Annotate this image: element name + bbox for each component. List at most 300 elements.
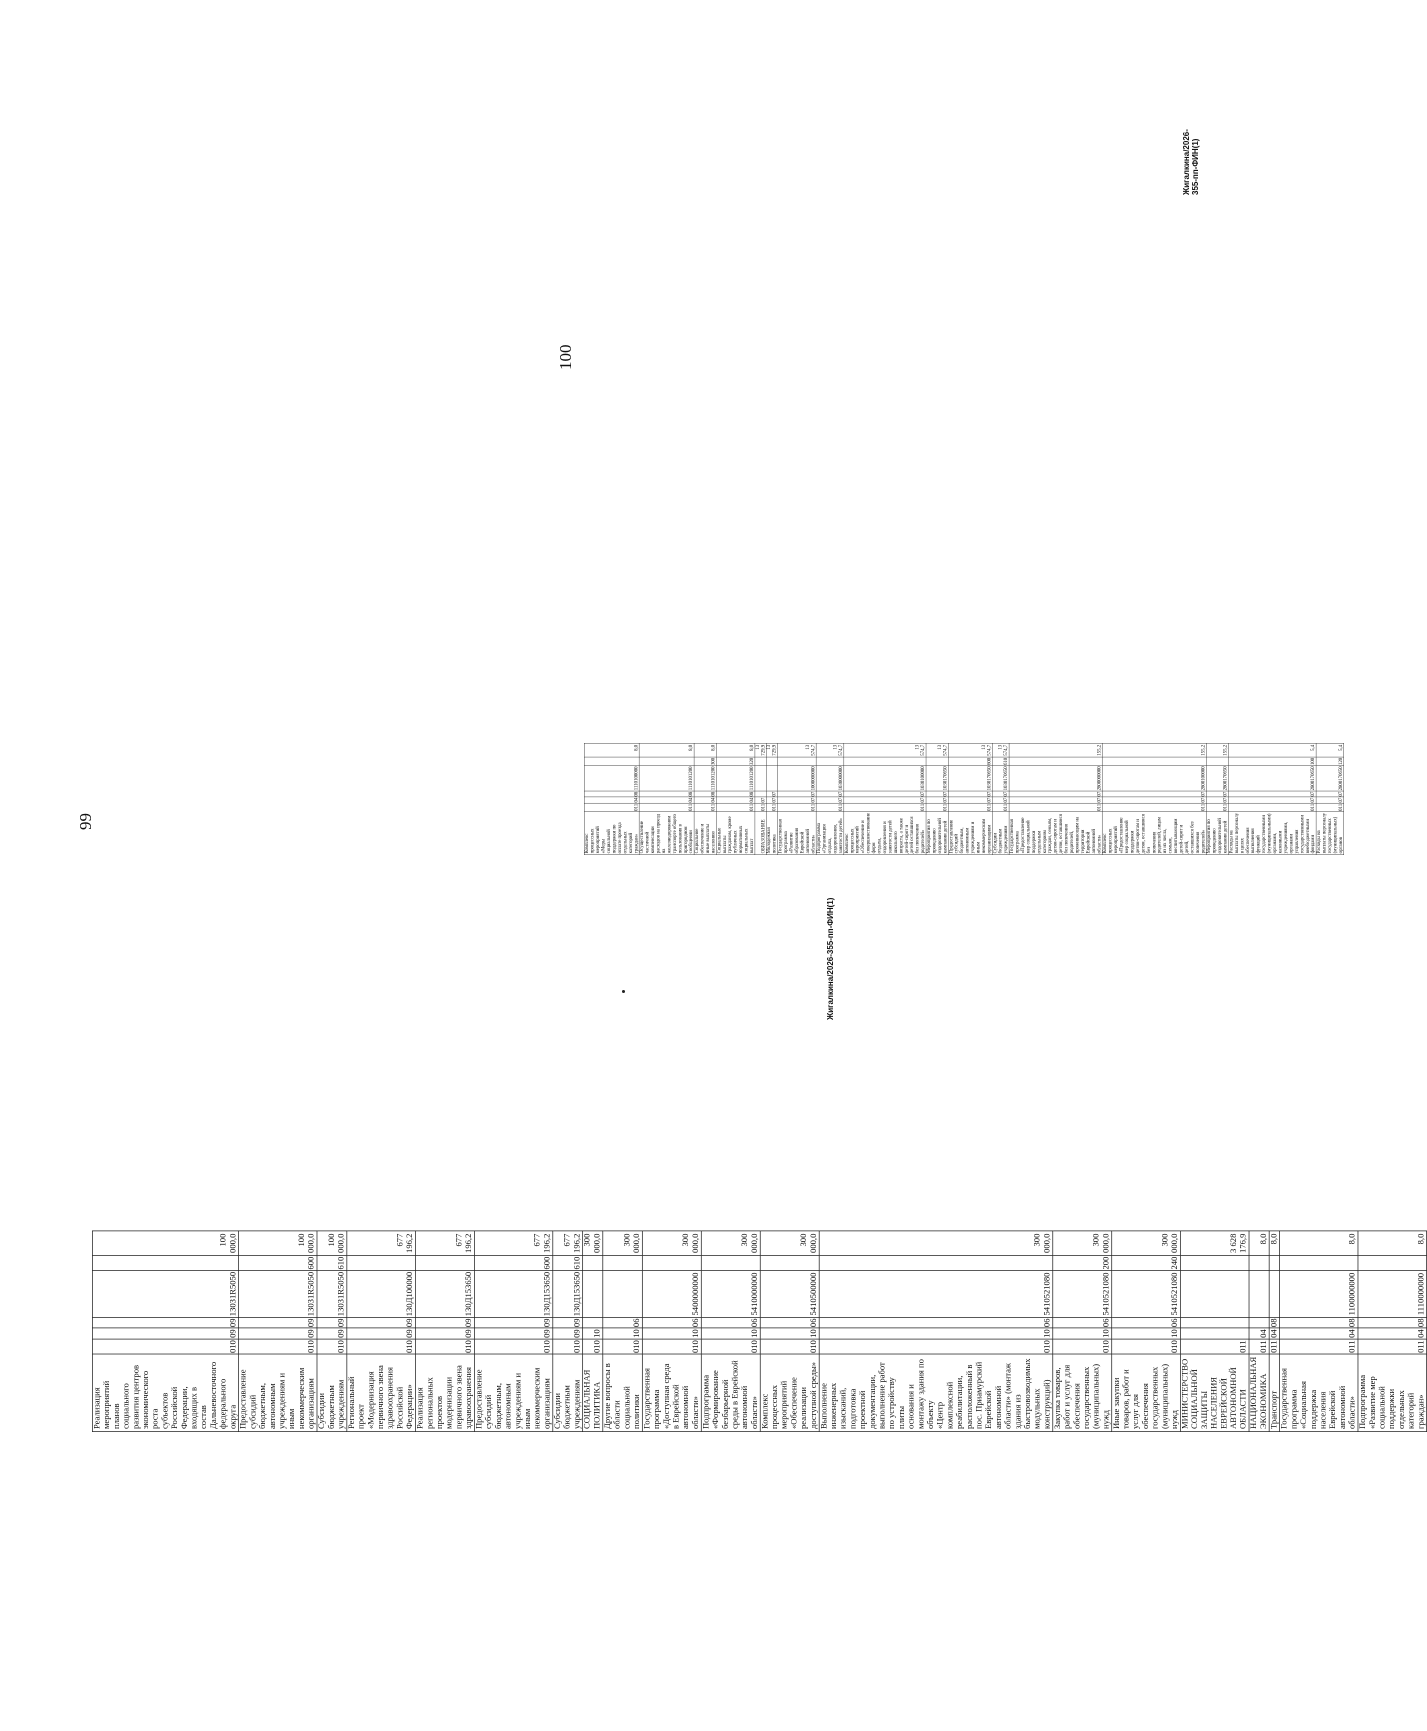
cell-vr <box>584 757 639 765</box>
cell-pr: 06 <box>603 1317 643 1328</box>
cell-csr: 1110101200 <box>694 766 716 791</box>
cell-sum: 300 000,0 <box>760 1231 819 1256</box>
cell-csr: 1100000000 <box>1280 1271 1358 1318</box>
cell-vr <box>926 757 948 765</box>
table-row <box>642 1231 701 1432</box>
cell-sum: 677 196,2 <box>474 1231 552 1256</box>
cell-gr: 011 <box>1358 1339 1427 1354</box>
cell-sum: 300 000,0 <box>583 1231 603 1256</box>
table-row <box>1269 1231 1279 1432</box>
cell-rz: 10 <box>583 1328 603 1339</box>
row-name: Комплекс процессных мероприятий «Предоставление мер социальной поддержки детям-сиротам и детям, оставшимся без попечения родителей, лицам из их числа, семьям, воспитывающим детей-сирот и детей, оставшихся без попечения родителей» <box>1102 812 1206 855</box>
row-name: Расходы на выплаты персоналу в целях обеспечения выполнения функций государственными (муниципальными) органами, казенными учреждениями, органами управления государственными внебюджетными фондами <box>1228 812 1316 854</box>
cell-sum: 8,0 <box>639 743 694 757</box>
cell-gr: 010 <box>642 1339 701 1354</box>
cell-sum: 300 000,0 <box>1112 1231 1181 1256</box>
cell-gr: 011 <box>1269 1340 1279 1353</box>
cell-pr <box>755 791 766 797</box>
cell-rz: 07 <box>1228 797 1316 803</box>
cell-csr <box>766 766 777 791</box>
cell-rz: 07 <box>1102 797 1206 803</box>
cell-vr: 600 <box>239 1256 317 1271</box>
cell-gr: 011 <box>926 803 948 811</box>
cell-sum: 3 628 176,9 <box>1180 1231 1249 1256</box>
row-name: Выполнение инженерных изысканий, подготовка проектной документации, выполнение работ по устройству плиты основания и монтажу здания по объекту «Центр комплексной реабилитации, расположенный в пос. Приамурский Еврейской автономной области» (монтаж здания из быстровозводимых модульных конструкций) <box>819 1354 1053 1431</box>
cell-rz: 09 <box>317 1328 347 1339</box>
cell-rz: 10 <box>701 1328 760 1339</box>
cell-gr: 011 <box>778 803 817 811</box>
row-name: МИНИСТЕРСТВО СОЦИАЛЬНОЙ ЗАЩИТЫ НАСЕЛЕНИЯ ЕВРЕЙСКОЙ АВТОНОМНОЙ ОБЛАСТИ <box>1180 1354 1249 1431</box>
cell-vr: 300 <box>694 757 716 765</box>
page-number: 100 <box>556 344 575 370</box>
cell-rz: 10 <box>1112 1328 1181 1339</box>
row-name: Расходы на выплаты персоналу государственных (муниципальных) органов <box>1316 812 1344 854</box>
cell-pr: 07 <box>1316 791 1344 797</box>
cell-csr: 5410521080 <box>1112 1271 1181 1318</box>
cell-gr: 011 <box>1102 803 1206 811</box>
cell-rz: 04 <box>1269 1329 1279 1338</box>
cell-sum: 155,2 <box>1102 743 1206 757</box>
row-name: Субсидии бюджетным учреждениям <box>992 812 1009 855</box>
cell-vr <box>701 1256 760 1271</box>
table-row <box>1206 743 1228 854</box>
cell-rz: 07 <box>1206 797 1228 803</box>
cell-pr: 09 <box>317 1317 347 1328</box>
cell-gr: 010 <box>1053 1339 1112 1354</box>
cell-vr <box>1249 1256 1269 1271</box>
cell-rz: 04 <box>639 797 694 803</box>
cell-sum: 13 574,7 <box>948 743 992 757</box>
row-name: Реализация региональных проектов модернизации первичного звена здравоохранения <box>415 1354 474 1431</box>
cell-csr: 1030170650 <box>992 766 1009 791</box>
row-name: Транспорт <box>1269 1354 1279 1431</box>
row-name: ОБРАЗОВАНИЕ <box>755 812 766 855</box>
cell-vr <box>755 757 766 765</box>
row-name: Осуществление частичной компенсации расходов на проезд на железнодорожном транспорте общего пользования в пригородном сообщении <box>639 812 694 855</box>
cell-rz: 07 <box>926 797 948 803</box>
cell-pr <box>1180 1317 1249 1328</box>
cell-sum: 13 574,7 <box>778 743 817 757</box>
row-name: Комплекс процессных мероприятий «Меры социальной поддержки по оплате проезда отдельных категорий граждан» <box>584 812 639 855</box>
cell-rz: 10 <box>1053 1328 1112 1339</box>
table-row <box>474 1231 552 1432</box>
cell-pr: 08 <box>716 791 755 797</box>
cell-sum: 677 196,2 <box>347 1231 416 1256</box>
cell-pr: 07 <box>948 791 992 797</box>
cell-gr: 010 <box>92 1339 238 1354</box>
row-name: Предоставление субсидий бюджетным, автономным учреждениям и иным некоммерческим организациям <box>474 1354 552 1431</box>
footer-signature: Жигалкина/2026-355-пп-ФИН(1) <box>1182 129 1200 195</box>
table-row <box>755 743 766 854</box>
row-name: Закупка товаров, работ и услуг для обеспечения государственных (муниципальных) нужд <box>1053 1354 1112 1431</box>
cell-pr: 07 <box>816 791 844 797</box>
cell-csr: 13031R5050 <box>92 1271 238 1318</box>
cell-csr: 1110101200 <box>716 766 755 791</box>
cell-pr: 07 <box>992 791 1009 797</box>
cell-csr: 1110100000 <box>584 766 639 791</box>
cell-vr <box>642 1256 701 1271</box>
cell-csr: 130Д100000 <box>347 1271 416 1318</box>
cell-rz <box>1180 1328 1249 1339</box>
row-name: Мероприятия по проведению оздоровительной кампании детей <box>1206 812 1228 855</box>
cell-pr <box>1249 1317 1269 1328</box>
table-row <box>1053 1231 1112 1432</box>
cell-sum: 8,0 <box>1358 1231 1427 1256</box>
cell-csr: 1030170650 <box>926 766 948 791</box>
cell-pr: 09 <box>474 1317 552 1328</box>
row-name: НАЦИОНАЛЬНАЯ ЭКОНОМИКА <box>1249 1354 1269 1431</box>
cell-vr: 600 <box>948 757 992 765</box>
cell-sum: 155,2 <box>1009 743 1102 757</box>
cell-sum: 13 574,7 <box>992 743 1009 757</box>
cell-gr: 011 <box>755 803 766 811</box>
cell-pr: 08 <box>694 791 716 797</box>
row-name: Государственная программа «Социальная поддержка населения Еврейской автономной области» <box>1280 1354 1358 1431</box>
cell-gr: 011 <box>694 803 716 811</box>
cell-csr: 13031R5050 <box>317 1271 347 1318</box>
table-row <box>583 1231 603 1432</box>
cell-sum: 8,0 <box>584 743 639 757</box>
row-name: Субсидии бюджетным учреждениям <box>553 1354 583 1431</box>
row-name: Подпрограмма «Формирование безбарьерной среды в Еврейской автономной области» <box>701 1354 760 1431</box>
cell-vr <box>816 757 844 765</box>
cell-pr: 07 <box>766 791 777 797</box>
cell-vr <box>347 1256 416 1271</box>
cell-gr: 010 <box>819 1339 1053 1354</box>
cell-vr <box>92 1256 238 1271</box>
row-name: Подпрограмма «Развитие мер социальной поддержки отдельных категорий граждан» <box>1358 1354 1427 1431</box>
cell-sum: 8,0 <box>1269 1231 1279 1256</box>
table-row <box>1112 1231 1181 1432</box>
cell-gr: 011 <box>1009 803 1102 811</box>
cell-gr: 011 <box>1206 803 1228 811</box>
cell-sum: 300 000,0 <box>1053 1231 1112 1256</box>
cell-csr: 5410521080 <box>1053 1271 1112 1318</box>
scan-speck <box>622 990 625 993</box>
cell-pr: 06 <box>819 1317 1053 1328</box>
cell-gr: 010 <box>760 1339 819 1354</box>
cell-rz: 09 <box>474 1328 552 1339</box>
cell-csr: 5400000000 <box>642 1271 701 1318</box>
cell-vr <box>1009 757 1102 765</box>
cell-gr: 011 <box>1228 803 1316 811</box>
cell-gr: 011 <box>844 803 926 811</box>
cell-pr: 08 <box>1280 1317 1358 1328</box>
cell-pr: 09 <box>553 1317 583 1328</box>
cell-gr: 011 <box>1180 1339 1249 1354</box>
cell-pr: 08 <box>1269 1318 1279 1328</box>
cell-csr: 1030000000 <box>816 766 844 791</box>
cell-sum: 100 000,0 <box>239 1231 317 1256</box>
cell-vr <box>639 757 694 765</box>
table-row <box>347 1231 416 1432</box>
cell-pr: 08 <box>584 791 639 797</box>
cell-gr: 011 <box>816 803 844 811</box>
cell-rz: 09 <box>415 1328 474 1339</box>
table-row <box>694 743 716 854</box>
table-row <box>239 1231 317 1432</box>
table-row <box>816 743 844 854</box>
table-row <box>716 743 755 854</box>
cell-sum: 8,0 <box>716 743 755 757</box>
cell-vr: 240 <box>1112 1256 1181 1271</box>
row-name: Государственная программа «Предоставление мер социальной поддержки отдельным категориям граждан, семьям, детям-сиротам и детям, оставшимся без попечения родителей, проживающим на территории Еврейской автономной области» <box>1009 812 1102 855</box>
cell-gr: 010 <box>415 1339 474 1354</box>
table-row <box>553 1231 583 1432</box>
cell-rz: 10 <box>819 1328 1053 1339</box>
budget-table-right <box>584 743 1344 855</box>
cell-csr: 1110000000 <box>1358 1271 1427 1318</box>
cell-gr: 011 <box>1316 803 1344 811</box>
cell-sum: 100 000,0 <box>317 1231 347 1256</box>
cell-pr: 08 <box>1358 1317 1427 1328</box>
cell-csr <box>603 1271 643 1318</box>
cell-rz: 09 <box>553 1328 583 1339</box>
cell-pr: 06 <box>760 1317 819 1328</box>
cell-vr <box>766 757 777 765</box>
row-name: Комплекс процессных мероприятий «Обеспечение реализации доступной среды» <box>760 1354 819 1431</box>
cell-vr: 610 <box>992 757 1009 765</box>
table-row <box>603 1231 643 1432</box>
cell-rz: 07 <box>992 797 1009 803</box>
cell-vr <box>415 1256 474 1271</box>
table-row <box>992 743 1009 854</box>
cell-rz: 10 <box>760 1328 819 1339</box>
cell-rz: 10 <box>603 1328 643 1339</box>
cell-sum: 300 000,0 <box>819 1231 1053 1256</box>
cell-csr: 2800170650 <box>1206 766 1228 791</box>
cell-rz: 07 <box>844 797 926 803</box>
cell-gr: 011 <box>1280 1339 1358 1354</box>
cell-pr: 09 <box>347 1317 416 1328</box>
cell-gr: 010 <box>603 1339 643 1354</box>
row-name: Реализация мероприятий планов социального развития центров экономического роста субъектов Российской Федерации, входящих в состав Дальневосточного федерального округа <box>92 1354 238 1431</box>
cell-vr <box>603 1256 643 1271</box>
cell-vr <box>1180 1256 1249 1271</box>
cell-csr: 13031R5050 <box>239 1271 317 1318</box>
cell-gr: 010 <box>1112 1339 1181 1354</box>
cell-gr: 010 <box>474 1339 552 1354</box>
cell-sum: 8,0 <box>1280 1231 1358 1256</box>
cell-csr: 1000000000 <box>778 766 817 791</box>
row-name: СОЦИАЛЬНАЯ ПОЛИТИКА <box>583 1354 603 1431</box>
cell-sum: 5,4 <box>1316 743 1344 757</box>
table-row <box>948 743 992 854</box>
cell-csr: 1030100000 <box>844 766 926 791</box>
cell-sum: 8,0 <box>694 743 716 757</box>
cell-vr <box>1206 757 1228 765</box>
cell-pr <box>583 1317 603 1328</box>
cell-pr: 07 <box>778 791 817 797</box>
table-row <box>584 743 639 854</box>
cell-gr: 010 <box>347 1339 416 1354</box>
cell-rz: 09 <box>239 1328 317 1339</box>
row-name: Иные закупки товаров, работ и услуг для обеспечения государственных (муниципальных) нужд <box>1112 1354 1181 1431</box>
cell-pr: 07 <box>844 791 926 797</box>
cell-sum: 5,4 <box>1228 743 1316 757</box>
cell-vr: 200 <box>1053 1256 1112 1271</box>
cell-pr: 08 <box>639 791 694 797</box>
cell-vr <box>1102 757 1206 765</box>
table-row <box>1358 1231 1427 1432</box>
table-row <box>844 743 926 854</box>
cell-rz: 04 <box>694 797 716 803</box>
cell-vr <box>778 757 817 765</box>
table-row <box>639 743 694 854</box>
cell-sum: 13 729,9 <box>755 744 766 756</box>
cell-sum: 300 000,0 <box>642 1231 701 1256</box>
cell-vr: 320 <box>716 757 755 765</box>
cell-sum: 677 196,2 <box>553 1231 583 1256</box>
cell-vr <box>844 757 926 765</box>
row-name: Другие вопросы в области социальной политики <box>603 1354 643 1431</box>
cell-pr: 07 <box>1206 791 1228 797</box>
cell-csr: 130Д153650 <box>553 1271 583 1318</box>
cell-csr <box>1269 1271 1279 1318</box>
cell-csr: 2800170650 <box>1228 766 1316 791</box>
row-name: Мероприятия по проведению оздоровительной кампании детей <box>926 812 948 855</box>
cell-rz: 07 <box>755 797 766 803</box>
row-name: Предоставление субсидий бюджетным, автономным учреждениям и иным некоммерческим организациям <box>948 812 992 855</box>
cell-vr <box>1269 1256 1279 1271</box>
cell-gr: 011 <box>584 803 639 811</box>
cell-vr <box>760 1256 819 1271</box>
cell-rz: 07 <box>1009 797 1102 803</box>
cell-sum: 300 000,0 <box>603 1231 643 1256</box>
footer-signature: Жигалкина/2026-355-пп-ФИН(1) <box>826 897 835 1020</box>
table-row <box>1280 1231 1358 1432</box>
cell-gr: 010 <box>583 1339 603 1354</box>
cell-vr <box>1358 1256 1427 1271</box>
cell-sum: 8,0 <box>1249 1231 1269 1256</box>
cell-rz: 04 <box>584 797 639 803</box>
cell-pr: 06 <box>1112 1317 1181 1328</box>
table-row <box>926 743 948 854</box>
cell-vr: 610 <box>317 1256 347 1271</box>
cell-vr: 610 <box>553 1256 583 1271</box>
row-name: Государственная программа «Развитие образования Еврейской автономной области» <box>778 812 817 855</box>
row-name: Комплекс процессных мероприятий «Обеспечение и совершенствование форм отдыха, оздоровления и занятости детей школьного возраста, а также детей-сирот и детей оставшихся без попечения родителей» <box>844 812 926 854</box>
cell-pr: 06 <box>1053 1317 1112 1328</box>
cell-pr: 06 <box>701 1317 760 1328</box>
cell-csr: 1030170650 <box>948 766 992 791</box>
cell-vr <box>1280 1256 1358 1271</box>
cell-sum: 13 574,7 <box>844 743 926 757</box>
row-name: Государственная программа «Доступная среда в Еврейской автономной области» <box>642 1354 701 1431</box>
table-row <box>1316 743 1344 854</box>
cell-csr: 130Д153650 <box>415 1271 474 1318</box>
cell-csr: 130Д153650 <box>474 1271 552 1318</box>
cell-csr <box>1249 1271 1269 1318</box>
table-row <box>778 743 817 854</box>
cell-csr: 2800000000 <box>1009 766 1102 791</box>
cell-gr: 011 <box>639 803 694 811</box>
cell-csr: 5410500000 <box>760 1271 819 1318</box>
table-row <box>1249 1231 1269 1432</box>
table-row <box>1180 1231 1249 1432</box>
cell-gr: 011 <box>716 803 755 811</box>
cell-pr: 09 <box>92 1317 238 1328</box>
cell-vr: 600 <box>474 1256 552 1271</box>
table-row <box>1228 743 1316 854</box>
table-row <box>766 743 777 854</box>
cell-vr: 120 <box>1316 757 1344 765</box>
cell-rz: 09 <box>347 1328 416 1339</box>
cell-csr: 5410521080 <box>819 1271 1053 1318</box>
cell-csr <box>755 766 766 791</box>
cell-csr <box>583 1271 603 1318</box>
cell-pr: 07 <box>1102 791 1206 797</box>
cell-sum: 13 729,9 <box>766 744 777 756</box>
cell-gr: 010 <box>701 1339 760 1354</box>
cell-rz: 04 <box>1249 1328 1269 1339</box>
row-name: Социальные выплаты гражданам, кроме публичных нормативных социальных выплат <box>716 812 755 855</box>
cell-pr: 09 <box>415 1317 474 1328</box>
cell-gr: 010 <box>317 1339 347 1354</box>
cell-gr: 011 <box>1249 1339 1269 1354</box>
table-row <box>819 1231 1053 1432</box>
table-row <box>1102 743 1206 854</box>
table-row <box>317 1231 347 1432</box>
cell-sum: 677 196,2 <box>415 1231 474 1256</box>
cell-vr <box>819 1256 1053 1271</box>
cell-rz: 04 <box>716 797 755 803</box>
row-name: Социальное обеспечение и иные выплаты населению <box>694 812 716 855</box>
cell-rz: 07 <box>778 797 817 803</box>
cell-rz: 04 <box>1358 1328 1427 1339</box>
table-row <box>1009 743 1102 854</box>
row-name: Предоставление субсидий бюджетным, автономным учреждениям и иным некоммерческим организациям <box>239 1354 317 1431</box>
cell-pr: 07 <box>926 791 948 797</box>
cell-gr: 011 <box>766 803 777 811</box>
cell-rz: 07 <box>766 797 777 803</box>
cell-csr: 5410000000 <box>701 1271 760 1318</box>
cell-pr: 07 <box>1009 791 1102 797</box>
cell-sum: 155,2 <box>1206 743 1228 757</box>
row-name: Молодежная политика <box>766 812 777 855</box>
table-row <box>760 1231 819 1432</box>
cell-sum: 13 574,7 <box>926 743 948 757</box>
cell-csr: 1110101200 <box>639 766 694 791</box>
cell-csr: 2800100000 <box>1102 766 1206 791</box>
cell-rz: 07 <box>948 797 992 803</box>
row-name: Подпрограмма «Организация отдыха, оздоровления, занятости детей» <box>816 812 844 855</box>
page-number: 99 <box>76 813 95 830</box>
cell-gr: 011 <box>948 803 992 811</box>
table-row <box>701 1231 760 1432</box>
cell-sum: 100 000,0 <box>92 1231 238 1256</box>
cell-pr: 07 <box>1228 791 1316 797</box>
cell-pr: 09 <box>239 1317 317 1328</box>
cell-csr: 2800170650 <box>1316 766 1344 791</box>
cell-gr: 011 <box>992 803 1009 811</box>
table-row <box>415 1231 474 1432</box>
cell-rz: 07 <box>1316 797 1344 803</box>
row-name: Субсидии бюджетным учреждениям <box>317 1354 347 1431</box>
cell-vr: 100 <box>1228 757 1316 765</box>
cell-rz: 09 <box>92 1328 238 1339</box>
cell-rz: 07 <box>816 797 844 803</box>
row-name: Региональный проект «Модернизация первичного звена здравоохранения Российской Федерации» <box>347 1354 416 1431</box>
cell-pr: 06 <box>642 1317 701 1328</box>
cell-sum: 13 574,7 <box>816 743 844 757</box>
budget-table-left <box>92 1231 1427 1432</box>
cell-gr: 010 <box>239 1339 317 1354</box>
cell-gr: 010 <box>553 1339 583 1354</box>
table-row <box>92 1231 238 1432</box>
cell-rz: 04 <box>1280 1328 1358 1339</box>
cell-csr <box>1180 1271 1249 1318</box>
